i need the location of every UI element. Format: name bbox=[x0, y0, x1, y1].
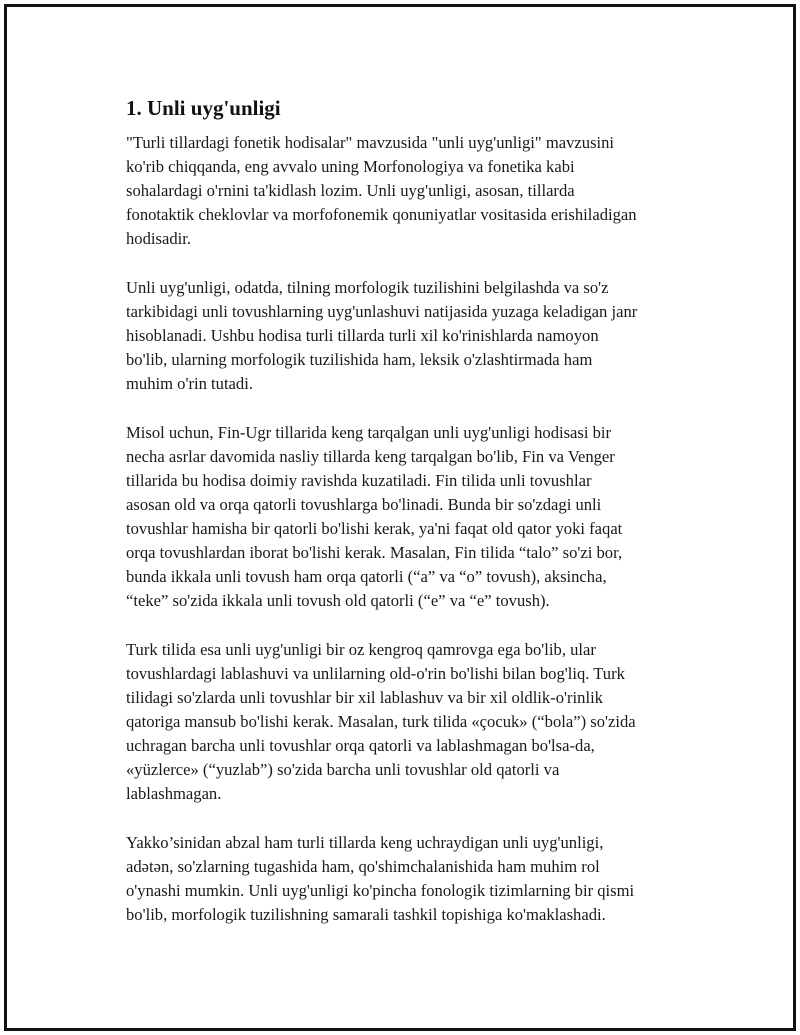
text-line: o'ynashi mumkin. Unli uyg'unligi ko'pincha fonologik tizimlarning bir qismi bbox=[126, 881, 635, 900]
text-line: tilidagi so'zlarda unli tovushlar bir xil lablashuv va bir xil oldlik-o'rinlik bbox=[126, 688, 603, 707]
text-line: tarkibidagi unli tovushlarning uyg'unlashuvi natijasida yuzaga keladigan janr bbox=[126, 302, 638, 321]
text-line: lablashmagan. bbox=[126, 784, 222, 803]
text-line: bunda ikkala unli tovush ham orqa qatorli (“a” va “o” tovush), aksincha, bbox=[126, 567, 607, 586]
paragraph-4 bbox=[126, 638, 705, 806]
text-line: hisoblanadi. Ushbu hodisa turli tillarda turli xil ko'rinishlarda namoyon bbox=[126, 326, 599, 345]
text-line: fonotaktik cheklovlar va morfofonemik qonuniyatlar vositasida erishiladigan bbox=[126, 205, 637, 224]
text-line: hodisadir. bbox=[126, 229, 191, 248]
text-line: tillarida bu hodisa doimiy ravishda kuzatiladi. Fin tilida unli tovushlar bbox=[126, 471, 592, 490]
document-body bbox=[120, 95, 705, 952]
paragraph-5 bbox=[126, 831, 705, 927]
text-line: sohalardagi o'rnini ta'kidlash lozim. Unli uyg'unligi, asosan, tillarda bbox=[126, 181, 575, 200]
paragraph-3 bbox=[126, 421, 705, 613]
text-line: adətən, so'zlarning tugashida ham, qo'shimchalanishida ham muhim rol bbox=[126, 857, 600, 876]
text-line: Unli uyg'unligi, odatda, tilning morfologik tuzilishini belgilashda va so'z bbox=[126, 278, 609, 297]
text-line: tovushlar hamisha bir qatorli bo'lishi kerak, ya'ni faqat old qator yoki faqat bbox=[126, 519, 623, 538]
text-line: “teke” so'zida ikkala unli tovush old qatorli (“e” va “e” tovush). bbox=[126, 591, 550, 610]
page-frame bbox=[4, 4, 796, 1031]
text-line: muhim o'rin tutadi. bbox=[126, 374, 253, 393]
text-line: necha asrlar davomida nasliy tillarda keng tarqalgan bo'lib, Fin va Venger bbox=[126, 447, 615, 466]
text-line: ko'rib chiqqanda, eng avvalo uning Morfonologiya va fonetika kabi bbox=[126, 157, 575, 176]
text-line: uchragan barcha unli tovushlar orqa qatorli va lablashmagan bo'lsa-da, bbox=[126, 736, 595, 755]
text-line: Misol uchun, Fin-Ugr tillarida keng tarqalgan unli uyg'unligi hodisasi bir bbox=[126, 423, 612, 442]
text-line: bo'lib, morfologik tuzilishning samarali tashkil topishiga ko'maklashadi. bbox=[126, 905, 606, 924]
paragraph-1 bbox=[126, 131, 705, 251]
text-line: Turk tilida esa unli uyg'unligi bir oz kengroq qamrovga ega bo'lib, ular bbox=[126, 640, 596, 659]
document-title: 1. Unli uyg'unligi bbox=[126, 96, 281, 120]
text-line: asosan old va orqa qatorli tovushlarga bo'linadi. Bunda bir so'zdagi unli bbox=[126, 495, 602, 514]
text-line: tovushlardagi lablashuvi va unlilarning old-o'rin bo'lishi bilan bog'liq. Turk bbox=[126, 664, 625, 683]
text-line: qatoriga mansub bo'lishi kerak. Masalan, turk tilida «çocuk» (“bola”) so'zida bbox=[126, 712, 636, 731]
text-line: Yakko’sinidan abzal ham turli tillarda keng uchraydigan unli uyg'unligi, bbox=[126, 833, 604, 852]
text-line: bo'lib, ularning morfologik tuzilishida ham, leksik o'zlashtirmada ham bbox=[126, 350, 593, 369]
text-line: "Turli tillardagi fonetik hodisalar" mavzusida "unli uyg'unligi" mavzusini bbox=[126, 133, 615, 152]
text-line: orqa tovushlardan iborat bo'lishi kerak. Masalan, Fin tilida “talo” so'zi bor, bbox=[126, 543, 623, 562]
paragraph-2 bbox=[126, 276, 705, 396]
text-line: «yüzlerce» (“yuzlab”) so'zida barcha unli tovushlar old qatorli va bbox=[126, 760, 560, 779]
